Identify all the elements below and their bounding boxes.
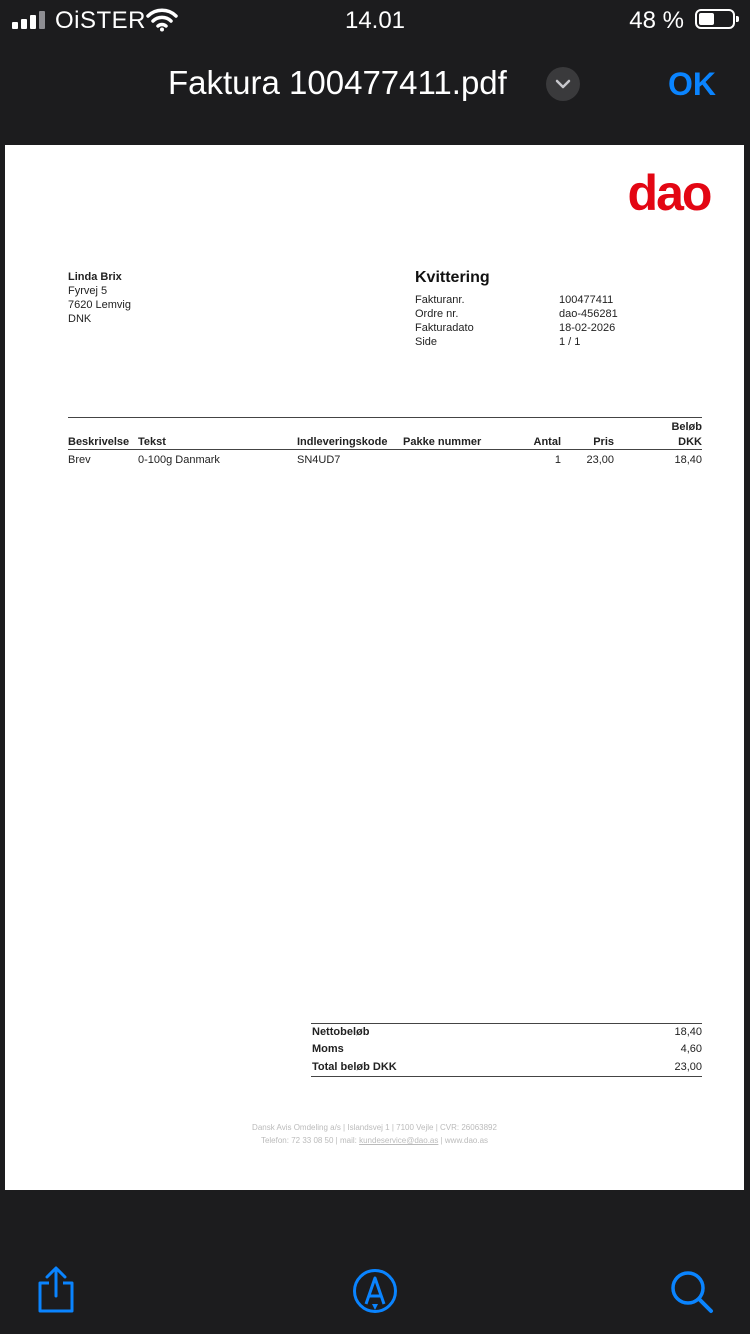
company-footer-line2 (5, 1134, 744, 1147)
totals-bottom-rule (311, 1076, 702, 1077)
column-header-text: Tekst (138, 436, 166, 448)
carrier-name: OiSTER (55, 7, 147, 34)
net-amount-label: Nettobeløb (312, 1026, 370, 1038)
status-time: 14.01 (344, 7, 406, 34)
meta-label: Ordre nr. (415, 308, 459, 320)
row-amount: 18,40 (674, 454, 702, 466)
column-header-amount: Beløb (671, 421, 702, 433)
row-delivery-code: SN4UD7 (297, 454, 341, 466)
customer-city: 7620 Lemvig (68, 299, 131, 311)
vat-value: 4,60 (680, 1043, 702, 1055)
pdf-page[interactable] (5, 145, 744, 1190)
column-header-currency: DKK (678, 436, 702, 448)
row-text: 0-100g Danmark (138, 454, 220, 466)
meta-label: Fakturanr. (415, 294, 465, 306)
column-header-price: Pris (593, 436, 614, 448)
invoice-number: 100477411 (559, 294, 614, 306)
title-menu-button[interactable] (546, 67, 580, 101)
meta-label: Side (415, 336, 438, 348)
dao-logo (624, 167, 714, 217)
battery-icon (695, 9, 735, 29)
column-header-package-number: Pakke nummer (403, 436, 482, 448)
table-top-rule (68, 417, 702, 418)
markup-button[interactable] (352, 1268, 398, 1319)
status-bar (0, 0, 750, 42)
customer-country: DNK (68, 313, 92, 325)
net-amount-value: 18,40 (674, 1026, 702, 1038)
column-header-description: Beskrivelse (68, 436, 130, 448)
search-button[interactable] (669, 1269, 715, 1320)
search-icon (669, 1269, 715, 1315)
company-footer-line1: Dansk Avis Omdeling a/s | Islandsvej 1 | 7100 Vejle | CVR: 26063892 (252, 1123, 497, 1132)
totals-top-rule (311, 1023, 702, 1024)
total-value: 23,00 (674, 1061, 702, 1073)
battery-percent: 48 % (629, 7, 684, 34)
invoice-date: 18-02-2026 (559, 322, 616, 334)
customer-street: Fyrvej 5 (68, 285, 108, 297)
footer-website: | www.dao.as (438, 1136, 489, 1145)
footer-phone: Telefon: 72 33 08 50 | mail: (260, 1136, 360, 1145)
page-number: 1 / 1 (559, 336, 581, 348)
markup-icon (352, 1268, 398, 1314)
share-icon (35, 1266, 77, 1314)
column-header-quantity: Antal (533, 436, 561, 448)
vat-label: Moms (312, 1043, 344, 1055)
column-header-delivery-code: Indleveringskode (297, 436, 388, 448)
row-price: 23,00 (586, 454, 614, 466)
svg-text:dao: dao (627, 167, 711, 217)
total-label: Total beløb DKK (312, 1061, 397, 1073)
meta-label: Fakturadato (415, 322, 474, 334)
row-description: Brev (68, 454, 91, 466)
row-quantity: 1 (554, 454, 561, 466)
ok-button[interactable]: OK (668, 66, 716, 102)
footer-email-link[interactable]: kundeservice@dao.as (359, 1136, 439, 1145)
table-header-rule (68, 449, 702, 450)
order-number: dao-456281 (559, 308, 618, 320)
chevron-down-icon (555, 79, 571, 89)
customer-name: Linda Brix (68, 271, 122, 283)
share-button[interactable] (35, 1266, 77, 1319)
document-title: Faktura 100477411.pdf (168, 64, 507, 101)
receipt-title: Kvittering (415, 269, 490, 286)
